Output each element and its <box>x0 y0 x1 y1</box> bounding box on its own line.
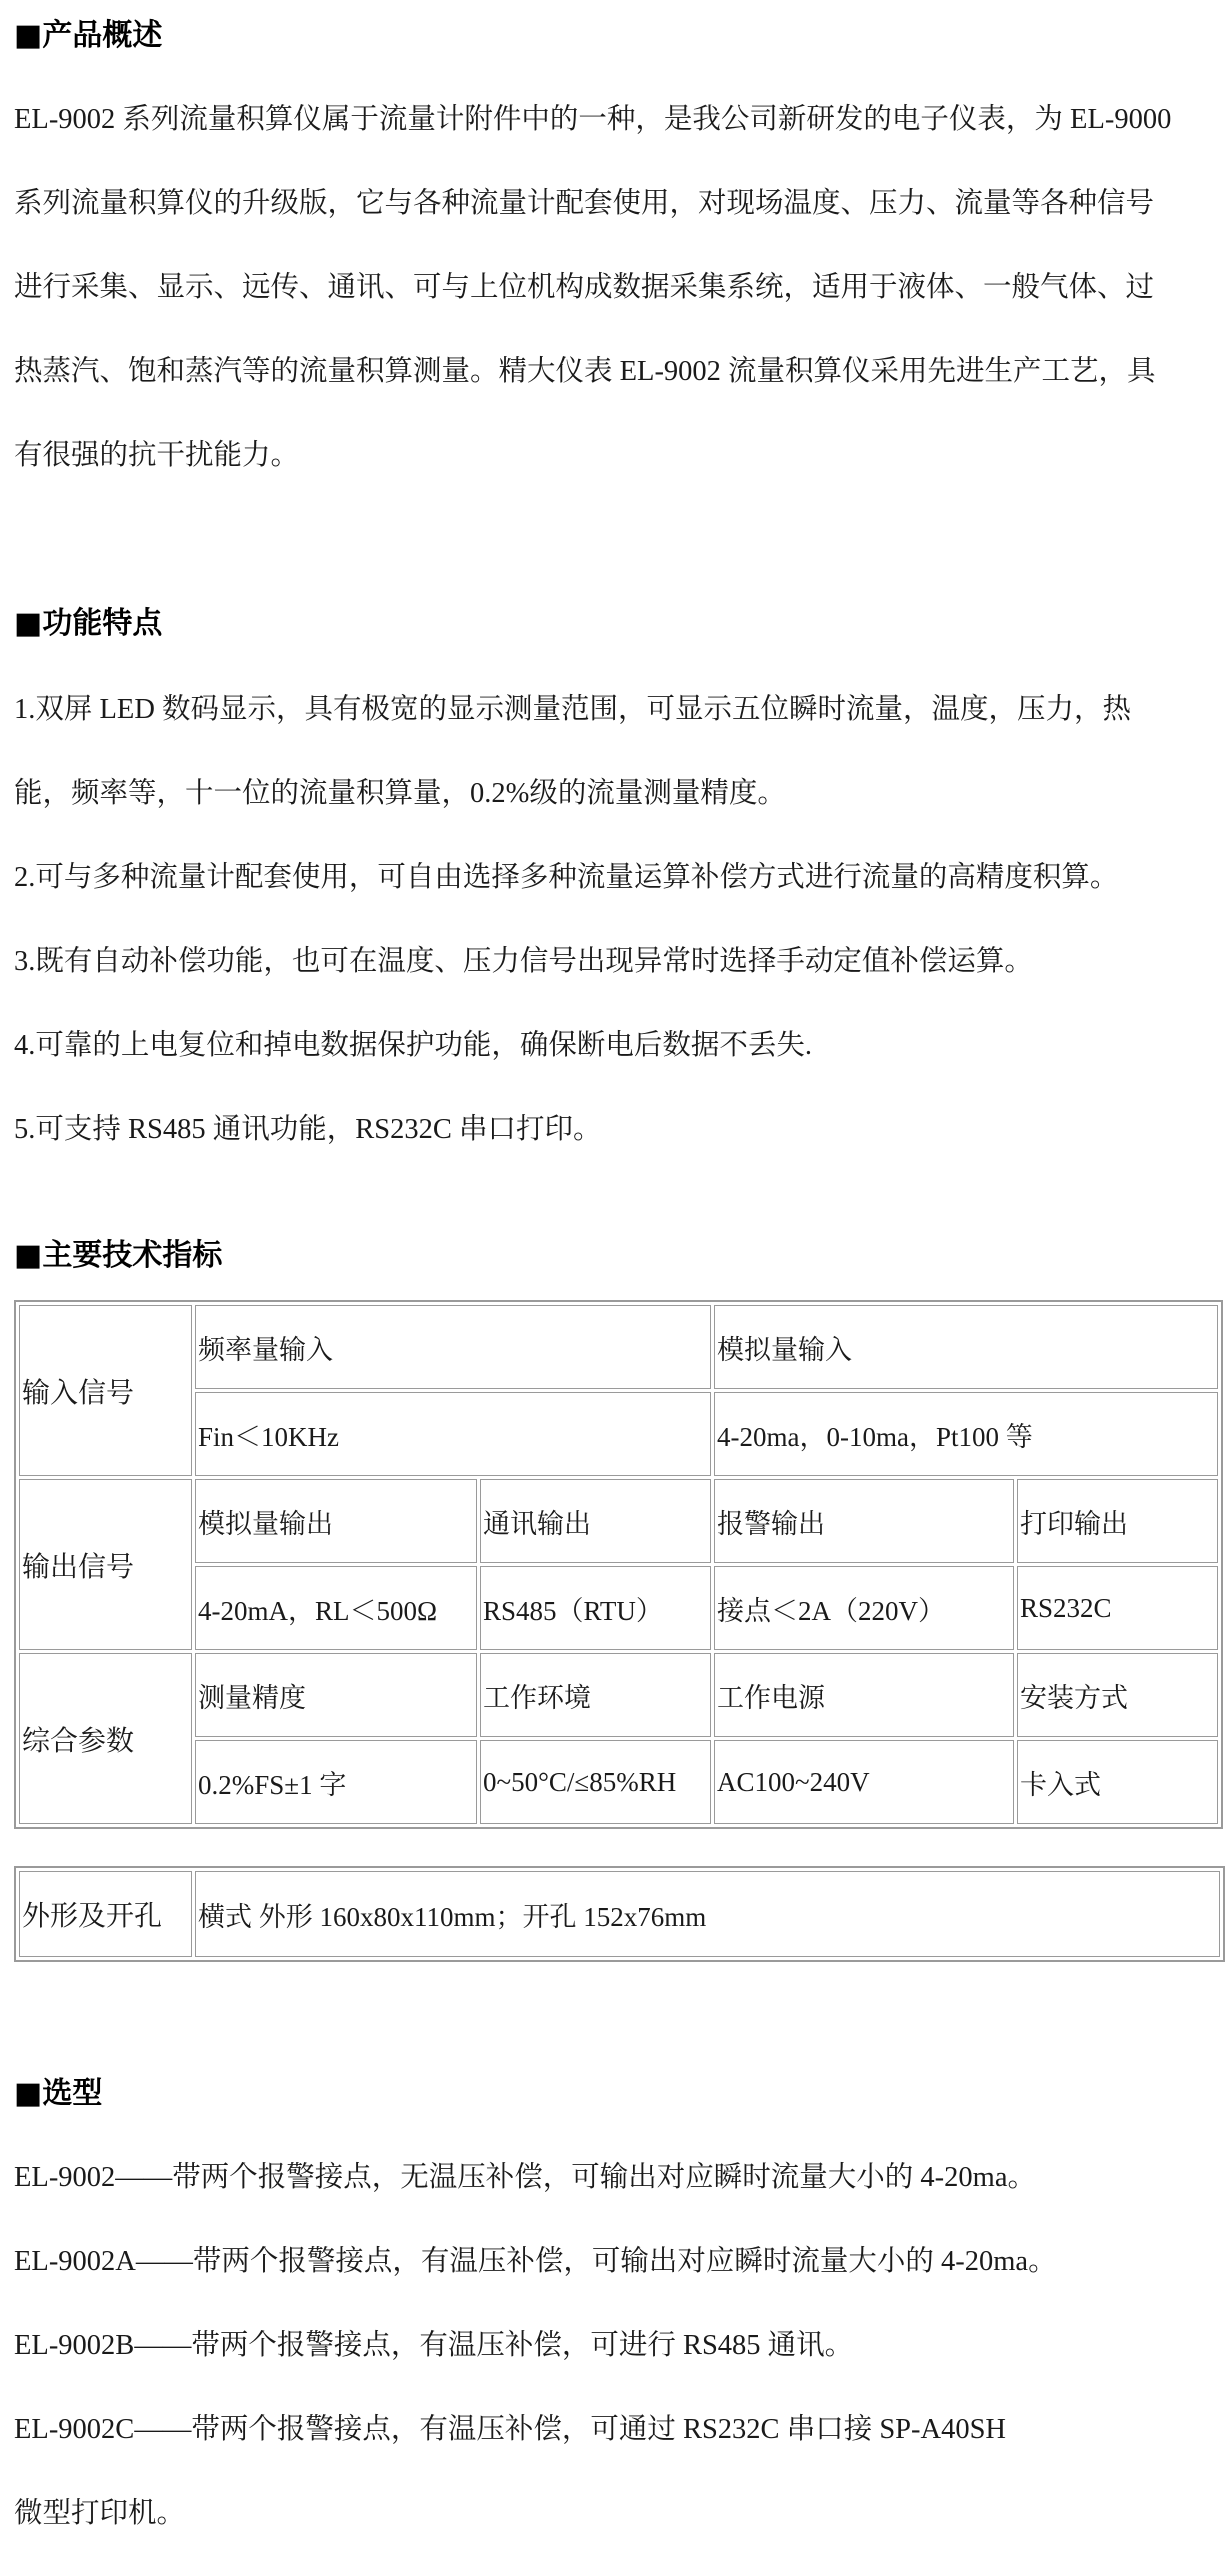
table-cell: 打印输出 <box>1017 1479 1218 1563</box>
overview-line: 系列流量积算仪的升级版，它与各种流量计配套使用，对现场温度、压力、流量等各种信号 <box>14 188 1155 219</box>
analog-input-value: 4-20ma，0-10ma，Pt100 等 <box>714 1392 1218 1476</box>
table-cell: 接点＜2A（220V） <box>714 1566 1014 1650</box>
specs-heading: ■主要技术指标 <box>14 1238 223 1273</box>
table-row <box>19 1305 1218 1389</box>
table-cell: 测量精度 <box>195 1653 477 1737</box>
specs-table <box>14 1300 1223 1829</box>
model-line: EL-9002——带两个报警接点，无温压补偿，可输出对应瞬时流量大小的 4-20ma。 <box>14 2162 1036 2193</box>
frequency-input-value: Fin＜10KHz <box>195 1392 711 1476</box>
table-cell: 通讯输出 <box>480 1479 711 1563</box>
table-row <box>19 1479 1218 1563</box>
table-cell: 0~50°C/≤85%RH <box>480 1740 711 1824</box>
table-cell: 卡入式 <box>1017 1740 1218 1824</box>
table-cell: 安装方式 <box>1017 1653 1218 1737</box>
model-line: EL-9002C——带两个报警接点，有温压补偿，可通过 RS232C 串口接 SP-A40SH <box>14 2414 1007 2445</box>
selection-heading: ■选型 <box>14 2076 103 2111</box>
table-cell: 工作电源 <box>714 1653 1014 1737</box>
dimensions-label: 外形及开孔 <box>19 1871 192 1957</box>
dimensions-value: 横式 外形 160x80x110mm；开孔 152x76mm <box>195 1871 1220 1957</box>
feature-line: 4.可靠的上电复位和掉电数据保护功能，确保断电后数据不丢失. <box>14 1030 813 1061</box>
table-cell: 模拟量输出 <box>195 1479 477 1563</box>
dimensions-table <box>14 1866 1225 1962</box>
feature-line: 3.既有自动补偿功能，也可在温度、压力信号出现异常时选择手动定值补偿运算。 <box>14 946 1033 977</box>
model-line: 微型打印机。 <box>14 2498 186 2529</box>
feature-line: 2.可与多种流量计配套使用，可自由选择多种流量运算补偿方式进行流量的高精度积算。 <box>14 862 1119 893</box>
table-cell: 工作环境 <box>480 1653 711 1737</box>
output-signal-label: 输出信号 <box>19 1479 192 1650</box>
table-row <box>19 1392 1218 1476</box>
table-cell: AC100~240V <box>714 1740 1014 1824</box>
table-row <box>19 1566 1218 1650</box>
overview-line: 有很强的抗干扰能力。 <box>14 440 300 471</box>
table-cell: 0.2%FS±1 字 <box>195 1740 477 1824</box>
analog-input-label: 模拟量输入 <box>714 1305 1218 1389</box>
table-row <box>19 1740 1218 1824</box>
overview-line: 热蒸汽、饱和蒸汽等的流量积算测量。精大仪表 EL-9002 流量积算仪采用先进生产工艺，具 <box>14 356 1156 387</box>
table-cell: 4-20mA，RL＜500Ω <box>195 1566 477 1650</box>
overview-line: 进行采集、显示、远传、通讯、可与上位机构成数据采集系统，适用于液体、一般气体、过 <box>14 272 1155 303</box>
model-line: EL-9002A——带两个报警接点，有温压补偿，可输出对应瞬时流量大小的 4-20ma。 <box>14 2246 1057 2277</box>
general-params-label: 综合参数 <box>19 1653 192 1824</box>
frequency-input-label: 频率量输入 <box>195 1305 711 1389</box>
table-row <box>19 1871 1220 1957</box>
feature-line: 1.双屏 LED 数码显示，具有极宽的显示测量范围，可显示五位瞬时流量，温度，压力，热 <box>14 694 1132 725</box>
input-signal-label: 输入信号 <box>19 1305 192 1476</box>
table-row <box>19 1653 1218 1737</box>
table-cell: 报警输出 <box>714 1479 1014 1563</box>
features-heading: ■功能特点 <box>14 606 163 641</box>
feature-line: 5.可支持 RS485 通讯功能，RS232C 串口打印。 <box>14 1114 602 1145</box>
table-cell: RS485（RTU） <box>480 1566 711 1650</box>
model-line: EL-9002B——带两个报警接点，有温压补偿，可进行 RS485 通讯。 <box>14 2330 854 2361</box>
table-cell: RS232C <box>1017 1566 1218 1650</box>
feature-line: 能，频率等，十一位的流量积算量，0.2%级的流量测量精度。 <box>14 778 786 809</box>
overview-heading: ■产品概述 <box>14 18 163 53</box>
overview-line: EL-9002 系列流量积算仪属于流量计附件中的一种，是我公司新研发的电子仪表，为 EL-9000 <box>14 104 1172 135</box>
